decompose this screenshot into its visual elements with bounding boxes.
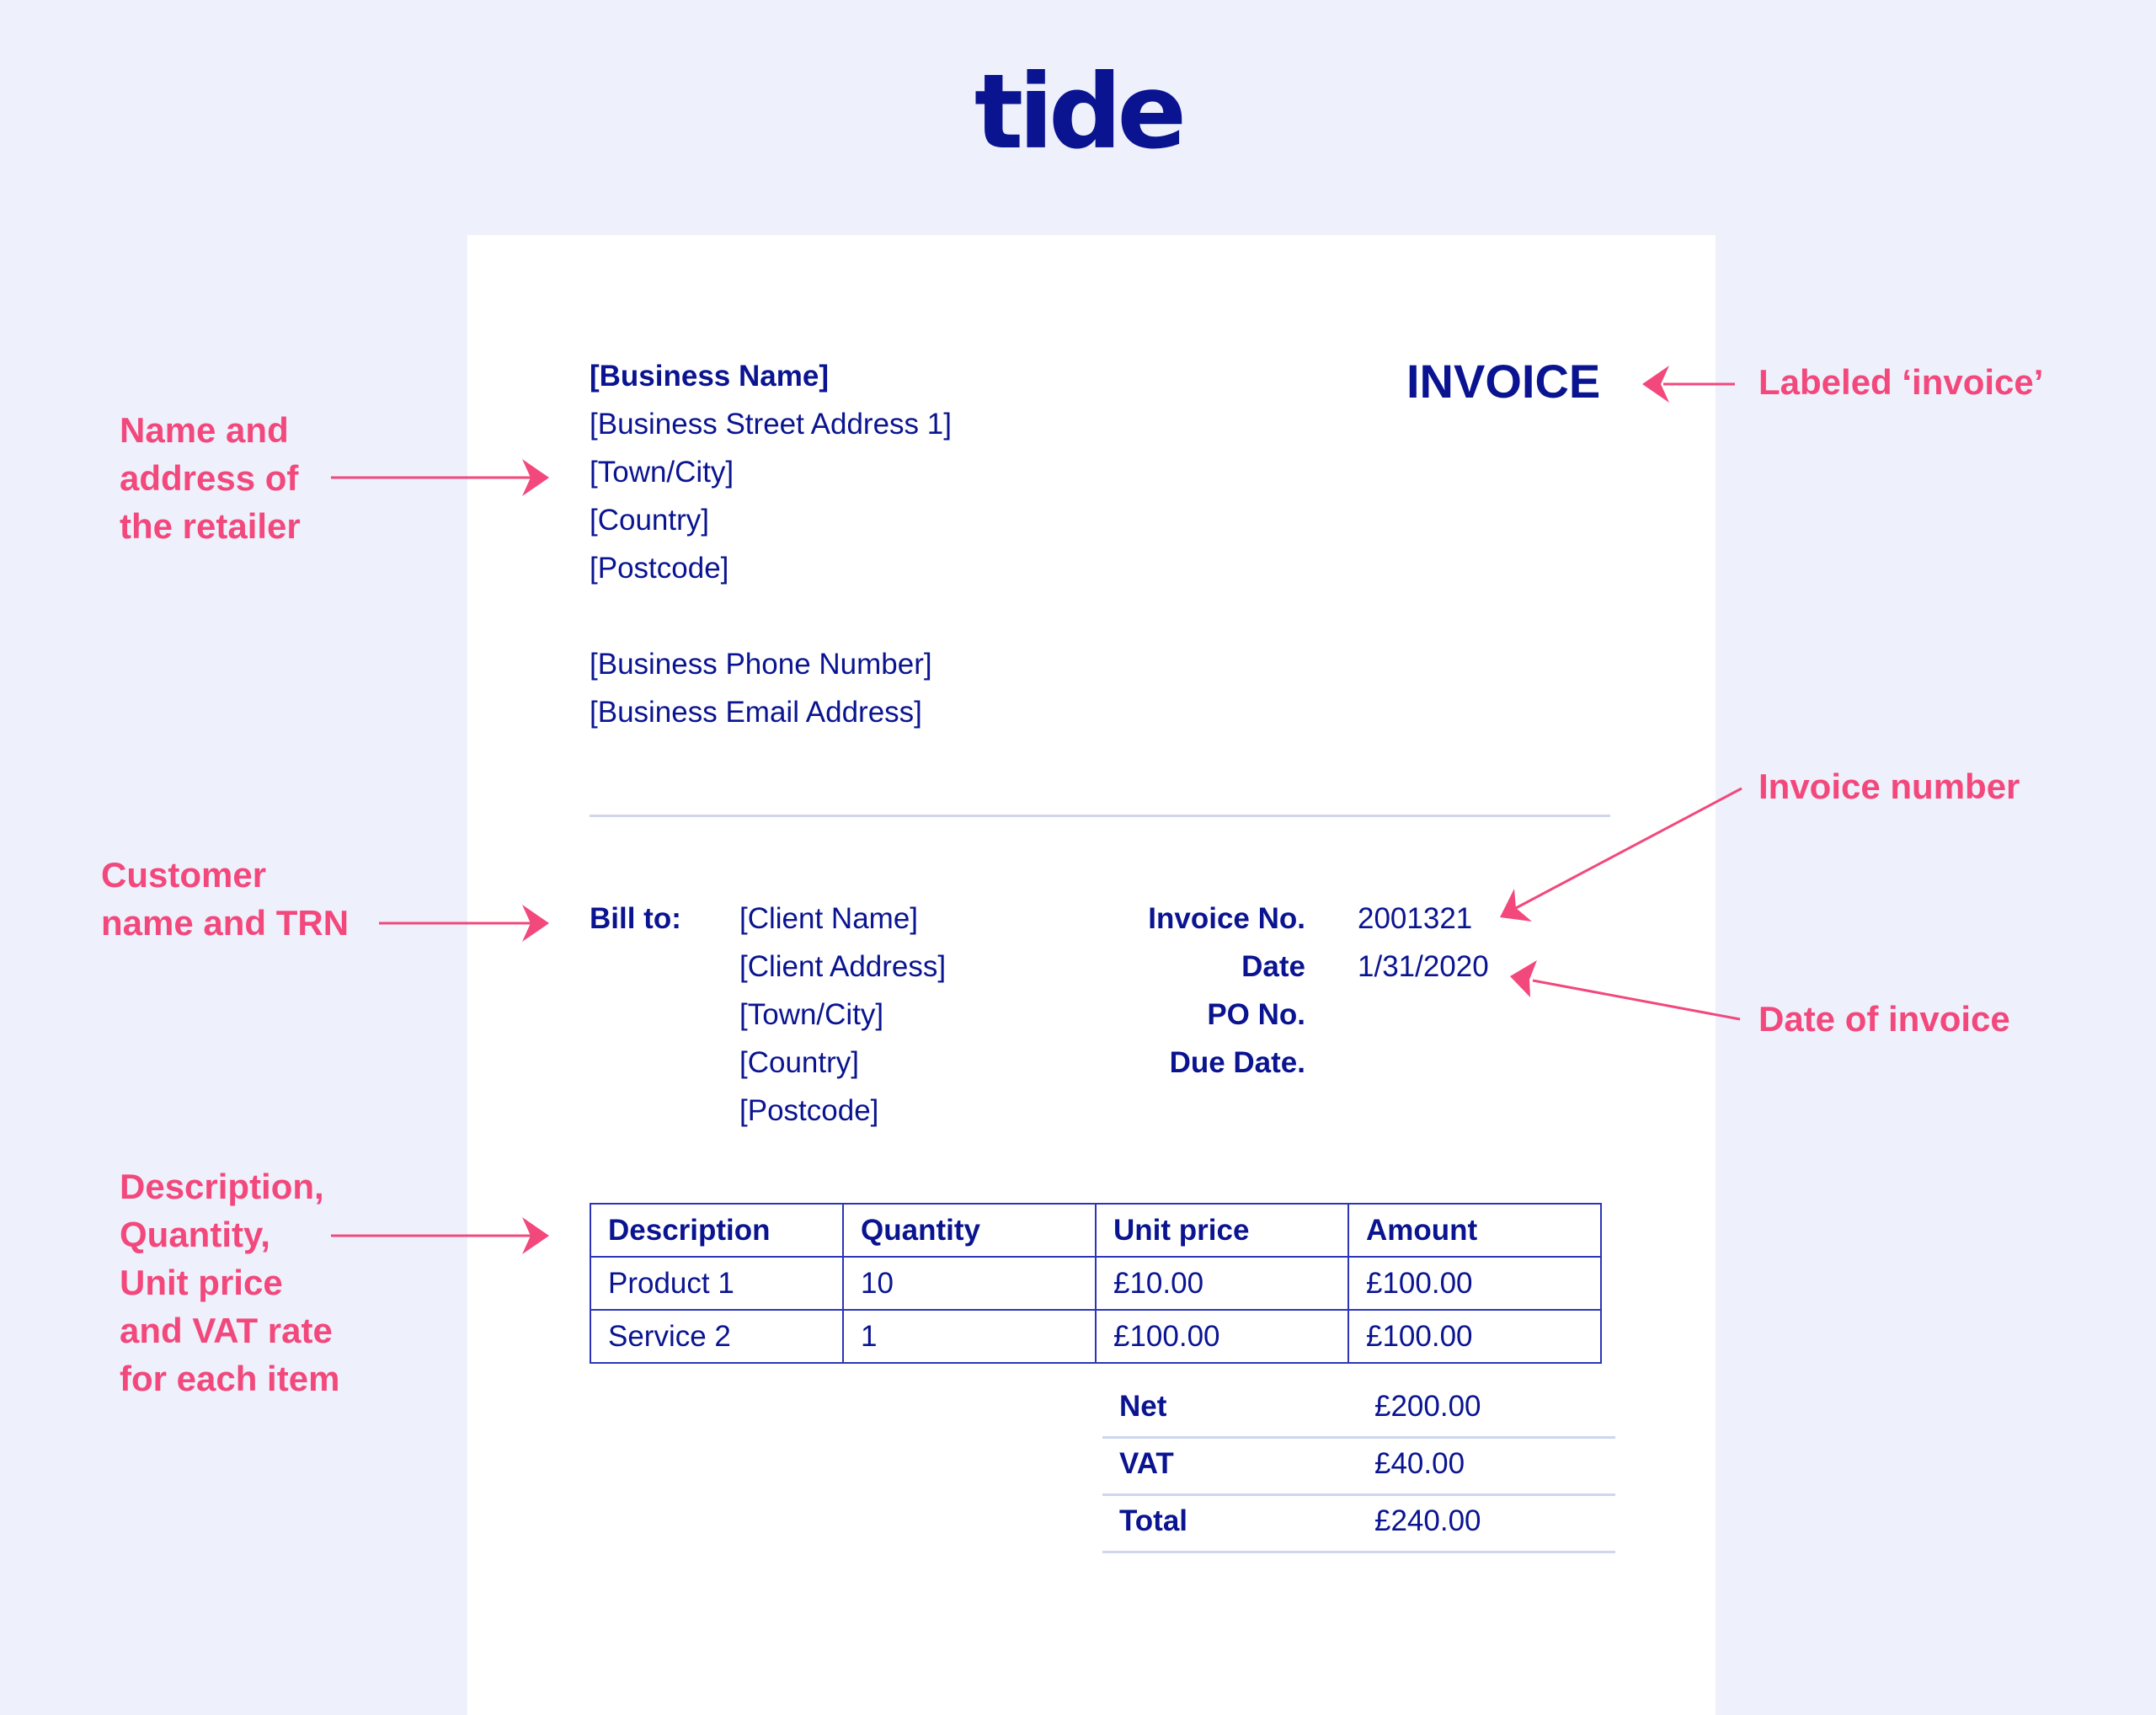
annotation-invoice-number: Invoice number [1758,767,2020,806]
arrow-items-icon [331,1217,549,1254]
cell-unit-price: £100.00 [1096,1310,1348,1363]
cell-description: Product 1 [590,1257,843,1310]
due-date-label: Due Date. [1169,1046,1305,1079]
business-town: [Town/City] [590,456,734,489]
client-name: [Client Name] [739,902,919,935]
invoice-no-label: Invoice No. [1148,902,1305,935]
annotation-line: Quantity, [120,1215,270,1254]
invoice-number: 2001321 [1358,902,1473,935]
business-country: [Country] [590,504,709,537]
business-street: [Business Street Address 1] [590,408,952,441]
annotation-line: Unit price [120,1263,283,1302]
net-label: Net [1119,1390,1167,1423]
header-quantity: Quantity [843,1204,1096,1257]
po-label: PO No. [1207,998,1305,1031]
total-value: £240.00 [1374,1504,1481,1537]
cell-amount: £100.00 [1348,1310,1601,1363]
business-phone: [Business Phone Number] [590,648,932,681]
annotation-line: address of [120,458,299,498]
client-postcode: [Postcode] [739,1094,879,1127]
cell-quantity: 10 [843,1257,1096,1310]
client-town: [Town/City] [739,998,884,1031]
arrow-invoice-label-icon [1642,366,1735,403]
annotation-invoice-label: Labeled ‘invoice’ [1758,362,2044,402]
net-value: £200.00 [1374,1390,1481,1423]
vat-value: £40.00 [1374,1447,1465,1480]
client-address: [Client Address] [739,950,947,983]
annotation-date: Date of invoice [1758,999,2010,1039]
arrow-invoice-number-icon [1500,788,1742,922]
cell-description: Service 2 [590,1310,843,1363]
annotation-line: and VAT rate [120,1311,333,1350]
annotation-line: Customer [101,855,267,895]
cell-amount: £100.00 [1348,1257,1601,1310]
annotation-line: Name and [120,410,289,450]
header-amount: Amount [1348,1204,1601,1257]
invoice-title: INVOICE [1406,355,1601,408]
bill-to-label: Bill to: [590,902,681,935]
vat-label: VAT [1119,1447,1174,1480]
invoice-date: 1/31/2020 [1358,950,1489,983]
business-postcode: [Postcode] [590,552,729,585]
arrow-date-icon [1510,960,1740,1019]
cell-unit-price: £10.00 [1096,1257,1348,1310]
header-unit-price: Unit price [1096,1204,1348,1257]
cell-quantity: 1 [843,1310,1096,1363]
arrow-retailer-icon [331,459,549,496]
annotation-line: Description, [120,1167,324,1206]
tide-logo: tide [974,52,1182,172]
arrow-customer-icon [379,905,549,942]
business-name: [Business Name] [590,360,829,393]
annotation-line: the retailer [120,506,301,546]
business-email: [Business Email Address] [590,696,922,729]
total-label: Total [1119,1504,1188,1537]
annotation-line: name and TRN [101,903,350,943]
header-description: Description [590,1204,843,1257]
date-label: Date [1241,950,1305,983]
client-country: [Country] [739,1046,859,1079]
annotation-line: for each item [120,1359,340,1398]
